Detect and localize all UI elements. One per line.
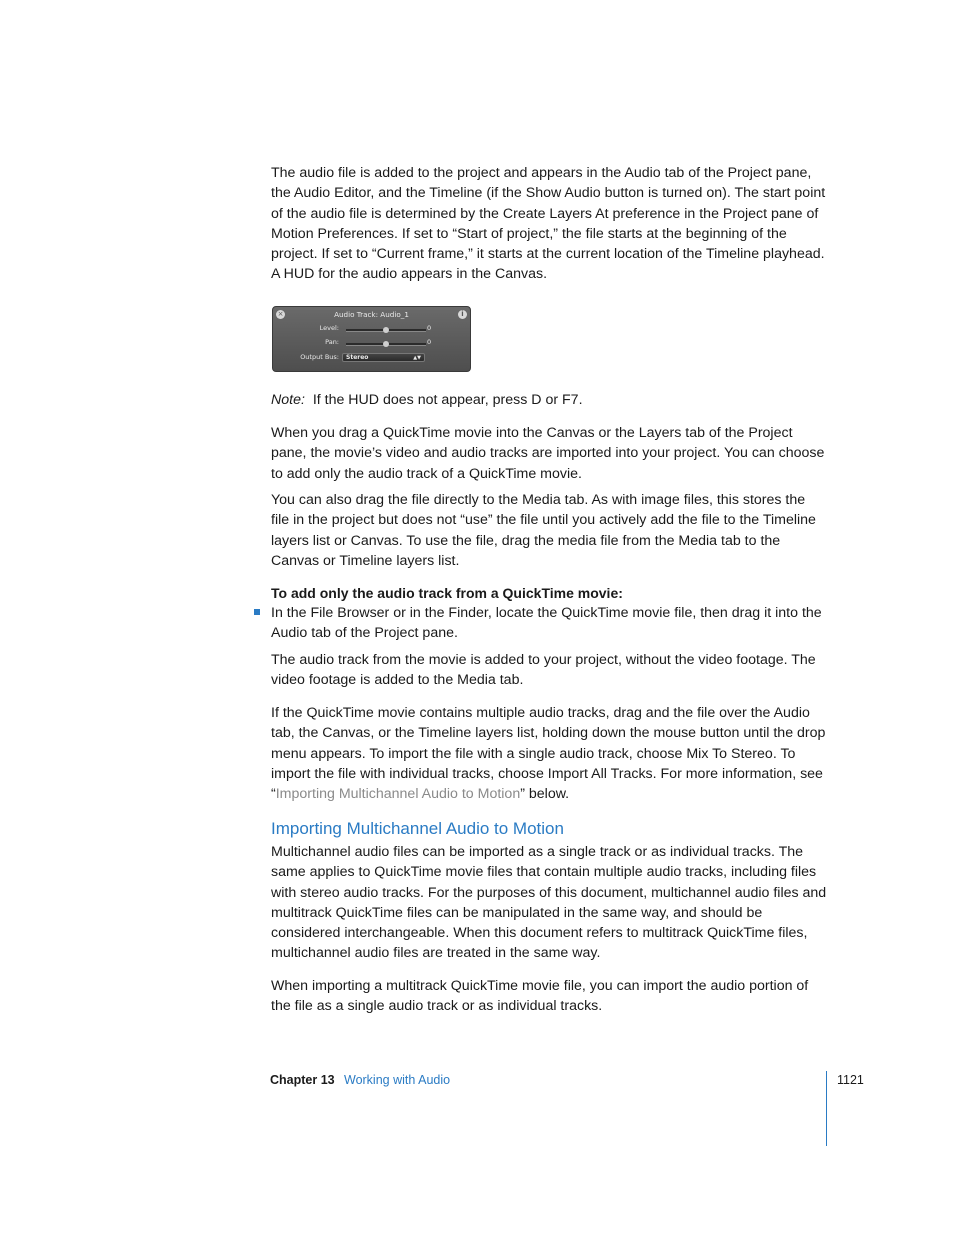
- close-icon[interactable]: ×: [277, 310, 284, 318]
- output-bus-select[interactable]: [342, 353, 425, 362]
- chevron-updown-icon: ▲▼: [413, 355, 421, 361]
- note-text: If the HUD does not appear, press D or F7.: [312, 392, 583, 408]
- procedure-heading: To add only the audio track from a QuickTime movie:: [271, 585, 623, 601]
- page-number: 1121: [837, 1073, 864, 1087]
- import-paragraph: When importing a multitrack QuickTime movie file, you can import the audio portion of the file as a single audio track or as individual tracks.: [271, 978, 809, 1015]
- pan-value: 0: [427, 338, 432, 346]
- pan-label: Pan:: [325, 338, 339, 346]
- hud-title: Audio Track: Audio_1: [334, 310, 409, 319]
- multitrack-paragraph: [271, 703, 827, 804]
- result-paragraph: The audio track from the movie is added to your project, without the video footage. The video footage is added to the Media tab.: [271, 652, 816, 689]
- pan-slider-knob[interactable]: [383, 341, 389, 347]
- level-value: 0: [427, 324, 432, 332]
- output-bus-label: Output Bus:: [300, 353, 339, 361]
- footer-chapter-title[interactable]: Working with Audio: [344, 1073, 451, 1087]
- cross-reference-link[interactable]: Importing Multichannel Audio to Motion: [275, 786, 521, 803]
- multitrack-text-end: ” below.: [520, 786, 570, 803]
- footer-divider: [826, 1071, 827, 1146]
- output-bus-value: Stereo: [346, 354, 369, 361]
- level-label: Level:: [319, 324, 339, 332]
- note-paragraph: [271, 390, 827, 410]
- pan-slider[interactable]: [346, 343, 426, 346]
- quicktime-paragraph: When you drag a QuickTime movie into the Canvas or the Layers tab of the Project pane, the movie’s video and audio tracks are imported into your project. You can choose to add only the audio track of a QuickTime movie.: [271, 425, 825, 482]
- audio-track-hud: [272, 306, 471, 372]
- level-slider[interactable]: [346, 329, 426, 332]
- section-heading: Importing Multichannel Audio to Motion: [271, 819, 564, 838]
- intro-paragraph: The audio file is added to the project and appears in the Audio tab of the Project pane, the Audio Editor, and the Timeline (if the Show Audio button is turned on). The start point of the audio file is determined by the Create Layers At preference in the Project pane of Motion Preferences. If set to “Start of project,” the file starts at the beginning of the project. If set to “Current frame,” it starts at the current location of the Timeline playhead. A HUD for the audio appears in the Canvas.: [271, 165, 826, 283]
- level-slider-knob[interactable]: [383, 327, 389, 333]
- multichannel-paragraph: Multichannel audio files can be imported as a single track or as individual tracks. The same applies to QuickTime movie files that contain multiple audio tracks, including files with stereo audio tracks. For the purposes of this document, multichannel audio files and multitrack QuickTime files can be manipulated in the same way, and should be considered interchangeable. When this document refers to multitrack QuickTime files, multichannel audio files are treated in the same way.: [271, 844, 827, 962]
- note-label: Note:: [271, 392, 305, 408]
- info-icon[interactable]: i: [458, 310, 467, 319]
- multitrack-text: If the QuickTime movie contains multiple audio tracks, drag and the file over the Audio tab, the Canvas, or the Timeline layers list, holding down the mouse button until the drop menu appears. To import the file with a single audio track, choose Mix To Stereo. To import the file with individual tracks, choose Import All Tracks. For more information, see “: [271, 705, 826, 803]
- bullet-step: In the File Browser or in the Finder, locate the QuickTime movie file, then drag it into the Audio tab of the Project pane.: [271, 605, 822, 642]
- media-tab-paragraph: You can also drag the file directly to the Media tab. As with image files, this stores the file in the project but does not “use” the file until you actively add the file to the Timeline layers list or Canvas. To use the file, drag the media file from the Media tab to the Canvas or Timeline layers list.: [271, 492, 816, 569]
- footer-chapter: Chapter 13: [270, 1073, 335, 1087]
- bullet-icon: [254, 609, 260, 615]
